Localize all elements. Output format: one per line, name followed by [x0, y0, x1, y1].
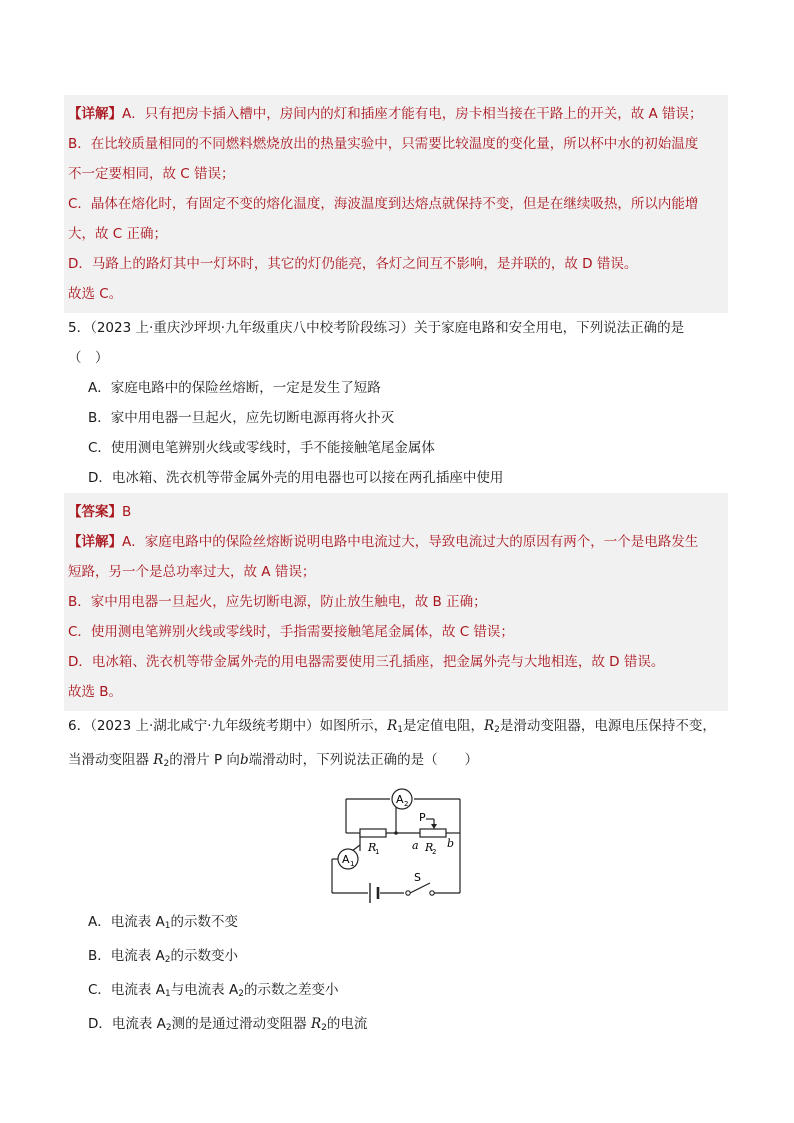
q5-option: A．家庭电路中的保险丝熔断，一定是发生了短路: [88, 380, 381, 396]
q4-detail-line: D．马路上的路灯其中一灯坏时，其它的灯仍能亮，各灯之间互不影响，是并联的，故 D 错误。: [68, 256, 638, 272]
q5-detail-line: D．电冰箱、洗衣机等带金属外壳的用电器需要使用三孔插座，把金属外壳与大地相连，故 D 错误。: [68, 654, 665, 670]
q5-option: C．使用测电笔辨别火线或零线时，手不能接触笔尾金属体: [88, 440, 435, 456]
switch-icon: [406, 891, 410, 895]
q4-detail-block: [64, 95, 728, 313]
a2-sub: 2: [404, 800, 409, 808]
q5-option: D．电冰箱、洗衣机等带金属外壳的用电器也可以接在两孔插座中使用: [88, 470, 504, 486]
a-label: a: [412, 839, 419, 852]
q6-option: A．电流表 $A_1$的示数不变: [88, 914, 238, 931]
q6-stem: 6．（2023 上·湖北咸宁·九年级统考期中）如图所示，$R_1$是定值电阻，$R_2$是滑动变阻器，电源电压保持不变， 当滑动变阻器 $R_2$的滑片 P 向b端滑动时，下列说法正确的是（ ）: [68, 718, 716, 769]
q4-detail-line: 【详解】A．只有把房卡插入槽中，房间内的灯和插座才能有电，房卡相当接在干路上的开关，故 A 错误；: [68, 106, 703, 122]
r1-sub: 1: [375, 848, 380, 856]
b-label: b: [447, 837, 455, 850]
p-label: P: [419, 811, 426, 824]
q5-answer: 【答案】B: [68, 504, 132, 520]
q6-option: B．电流表 $A_2$的示数变小: [88, 948, 239, 965]
q5-stem: 5．（2023 上·重庆沙坪坝·九年级重庆八中校考阶段练习）关于家庭电路和安全用电，下列说法正确的是 （ ）: [68, 320, 685, 366]
detail-tag: 【详解】: [68, 106, 122, 122]
q4-detail-line: B．在比较质量相同的不同燃料燃烧放出的热量实验中，只需要比较温度的变化量，所以杯中水的初始温度: [68, 136, 699, 152]
circuit-svg: [328, 785, 468, 903]
circuit-diagram: [68, 785, 724, 903]
s-label: S: [414, 871, 421, 884]
q5-detail-line: 【详解】A．家庭电路中的保险丝熔断说明电路中电流过大，导致电流过大的原因有两个，一个是电路发生: [68, 534, 699, 550]
q5-detail-line: 短路，另一个是总功率过大，故 A 错误；: [68, 564, 316, 580]
r2-label: R: [425, 841, 434, 854]
q6-option: C．电流表 $A_1$与电流表 $A_2$的示数之差变小: [88, 982, 339, 999]
junction-dot: [394, 831, 398, 835]
r1-label: R: [368, 841, 377, 854]
q5-option: B．家中用电器一旦起火，应先切断电源再将火扑灭: [88, 410, 395, 426]
resistor-r1-icon: [360, 829, 386, 837]
q4-detail-line: 大，故 C 正确；: [68, 226, 168, 242]
a1-label: A: [342, 853, 350, 866]
q5-answer-block: [64, 493, 728, 711]
page-content: [68, 95, 724, 1043]
a1-sub: 1: [350, 860, 355, 868]
slider-arrow-icon: [431, 824, 437, 829]
q5-detail-line: 故选 B。: [68, 684, 123, 700]
a2-label: A: [396, 793, 404, 806]
q4-detail-line: C．晶体在熔化时，有固定不变的熔化温度，海波温度到达熔点就保持不变，但是在继续吸热，所以内能增: [68, 196, 699, 212]
q6-option: D．电流表 $A_2$测的是通过滑动变阻器 $R_2$的电流: [88, 1016, 368, 1033]
q5-detail-line: B．家中用电器一旦起火，应先切断电源，防止放生触电，故 B 正确；: [68, 594, 487, 610]
rheostat-r2-icon: [420, 829, 446, 837]
q4-detail-line: 故选 C。: [68, 286, 123, 302]
q5-detail-line: C．使用测电笔辨别火线或零线时，手指需要接触笔尾金属体，故 C 错误；: [68, 624, 514, 640]
q4-detail-line: 不一定要相同，故 C 错误；: [68, 166, 235, 182]
r2-sub: 2: [432, 848, 437, 856]
